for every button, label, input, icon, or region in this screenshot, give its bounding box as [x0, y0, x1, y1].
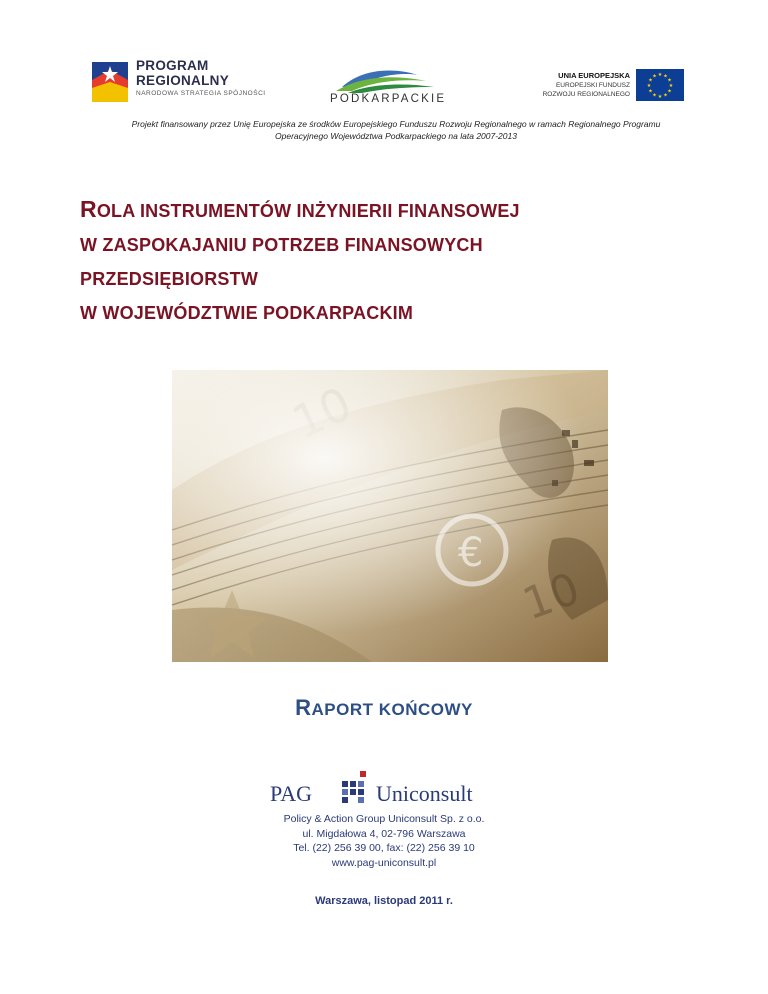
- svg-text:★: ★: [648, 88, 653, 95]
- svg-text:★: ★: [668, 83, 674, 89]
- place-date: Warszawa, listopad 2011 r.: [315, 895, 453, 907]
- eu-line1: UNIA EUROPEJSKA: [558, 71, 630, 80]
- svg-text:★: ★: [652, 73, 657, 80]
- svg-text:★: ★: [663, 73, 668, 80]
- title-line3: PRZEDSIĘBIORSTW: [80, 269, 259, 289]
- svg-text:★: ★: [667, 77, 672, 84]
- company-phone: Tel. (22) 256 39 00, fax: (22) 256 39 10: [293, 842, 475, 854]
- company-website[interactable]: www.pag-uniconsult.pl: [331, 856, 437, 869]
- program-regionalny-logo: [88, 58, 278, 110]
- report-initial: R: [295, 695, 312, 720]
- pag-logo-word2: Uniconsult: [376, 781, 473, 806]
- eu-logo: [520, 69, 690, 103]
- report-rest: APORT KOŃCOWY: [311, 700, 473, 719]
- title-line2: W ZASPOKAJANIU POTRZEB FINANSOWYCH: [80, 235, 483, 255]
- title-line1-rest: OLA INSTRUMENTÓW INŻYNIERII FINANSOWEJ: [96, 201, 520, 221]
- svg-text:★: ★: [657, 94, 663, 100]
- program-line3: NARODOWA STRATEGIA SPÓJNOŚCI: [136, 90, 266, 97]
- company-name: Policy & Action Group Uniconsult Sp. z o.o.: [283, 813, 485, 825]
- program-line1: PROGRAM: [136, 58, 209, 73]
- pag-uniconsult-logo: [270, 771, 500, 811]
- svg-text:★: ★: [648, 77, 653, 84]
- title-initial: R: [80, 196, 97, 222]
- pag-dots-icon: [334, 771, 374, 807]
- svg-text:★: ★: [657, 72, 663, 78]
- title-line4: W WOJEWÓDZTWIE PODKARPACKIM: [80, 303, 414, 323]
- eu-flag-icon: [636, 69, 684, 101]
- euro-banknote-photo: [172, 370, 608, 662]
- pag-logo-word1: PAG: [270, 781, 312, 806]
- program-line2: REGIONALNY: [136, 73, 230, 88]
- svg-text:★: ★: [646, 83, 652, 89]
- company-address: [0, 812, 768, 870]
- podkarpackie-logo: [322, 65, 450, 113]
- eu-line2: EUROPEJSKI FUNDUSZ: [555, 82, 630, 89]
- funding-line2: Operacyjnego Województwa Podkarpackiego na lata 2007-2013: [275, 131, 517, 141]
- svg-text:★: ★: [663, 92, 668, 99]
- company-street: ul. Migdałowa 4, 02-796 Warszawa: [302, 827, 466, 840]
- funding-line1: Projekt finansowany przez Unię Europejska ze środków Europejskiego Funduszu Rozwoju Regionalnego w ramach Regionalnego Programu: [131, 119, 661, 129]
- funding-note: [96, 118, 696, 142]
- program-regionalny-emblem-icon: [88, 58, 132, 108]
- svg-text:★: ★: [652, 92, 657, 99]
- eu-line3: ROZWOJU REGIONALNEGO: [542, 91, 630, 98]
- report-heading: [0, 695, 768, 721]
- logo-row: [0, 55, 768, 115]
- podkarpackie-hills-icon: [322, 65, 450, 95]
- document-title: [80, 192, 720, 330]
- podkarpackie-name: PODKARPACKIE: [330, 93, 447, 105]
- title-line1: [80, 192, 720, 228]
- svg-text:★: ★: [667, 88, 672, 95]
